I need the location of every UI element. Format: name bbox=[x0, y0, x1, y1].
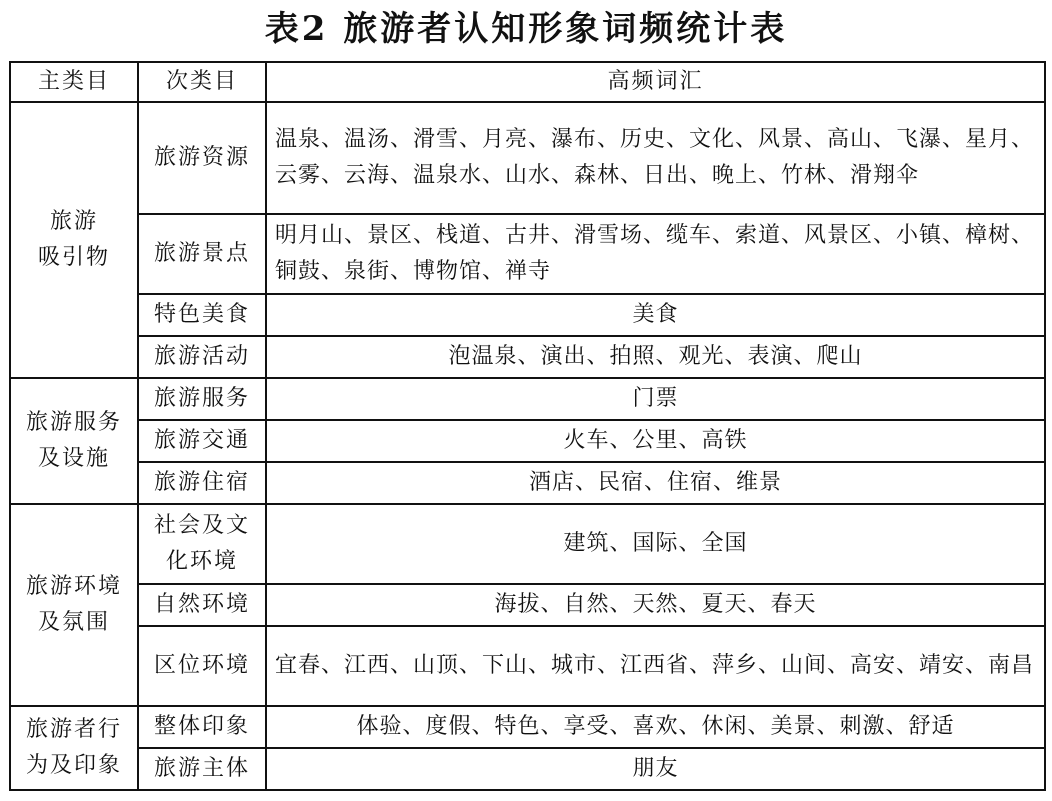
words-cell: 明月山、景区、栈道、古井、滑雪场、缆车、索道、风景区、小镇、樟树、铜鼓、泉街、博物馆、禅寺 bbox=[266, 214, 1045, 294]
table-row bbox=[10, 336, 1045, 378]
words-cell: 泡温泉、演出、拍照、观光、表演、爬山 bbox=[266, 336, 1045, 378]
word-frequency-table bbox=[9, 61, 1046, 791]
sub-category-cell: 旅游活动 bbox=[138, 336, 266, 378]
sub-category-cell: 旅游交通 bbox=[138, 420, 266, 462]
words-cell: 酒店、民宿、住宿、维景 bbox=[266, 462, 1045, 504]
words-cell: 美食 bbox=[266, 294, 1045, 336]
words-cell: 门票 bbox=[266, 378, 1045, 420]
table-row bbox=[10, 504, 1045, 584]
table-row bbox=[10, 706, 1045, 748]
words-cell: 温泉、温汤、滑雪、月亮、瀑布、历史、文化、风景、高山、飞瀑、星月、云雾、云海、温泉水、山水、森林、日出、晚上、竹林、滑翔伞 bbox=[266, 102, 1045, 214]
main-category-cell: 旅游者行 为及印象 bbox=[10, 706, 138, 790]
words-cell: 海拔、自然、天然、夏天、春天 bbox=[266, 584, 1045, 626]
sub-category-cell: 整体印象 bbox=[138, 706, 266, 748]
words-cell: 火车、公里、高铁 bbox=[266, 420, 1045, 462]
header-sub-category: 次类目 bbox=[138, 62, 266, 102]
table-row bbox=[10, 462, 1045, 504]
main-category-cell: 旅游 吸引物 bbox=[10, 102, 138, 378]
sub-category-cell: 旅游住宿 bbox=[138, 462, 266, 504]
main-category-cell: 旅游服务 及设施 bbox=[10, 378, 138, 504]
table-row bbox=[10, 748, 1045, 790]
sub-category-cell: 旅游景点 bbox=[138, 214, 266, 294]
sub-category-cell: 区位环境 bbox=[138, 626, 266, 706]
table-body bbox=[10, 102, 1045, 790]
words-cell: 体验、度假、特色、享受、喜欢、休闲、美景、刺激、舒适 bbox=[266, 706, 1045, 748]
table-row bbox=[10, 294, 1045, 336]
sub-category-cell: 自然环境 bbox=[138, 584, 266, 626]
header-main-category: 主类目 bbox=[10, 62, 138, 102]
words-cell: 宜春、江西、山顶、下山、城市、江西省、萍乡、山间、高安、靖安、南昌 bbox=[266, 626, 1045, 706]
header-high-frequency-words: 高频词汇 bbox=[266, 62, 1045, 102]
sub-category-cell: 旅游资源 bbox=[138, 102, 266, 214]
table-row bbox=[10, 214, 1045, 294]
main-category-cell: 旅游环境 及氛围 bbox=[10, 504, 138, 706]
words-cell: 朋友 bbox=[266, 748, 1045, 790]
table-row bbox=[10, 626, 1045, 706]
sub-category-cell: 旅游服务 bbox=[138, 378, 266, 420]
table-row bbox=[10, 584, 1045, 626]
table-title: 表2 旅游者认知形象词频统计表 bbox=[264, 9, 788, 49]
sub-category-cell: 特色美食 bbox=[138, 294, 266, 336]
sub-category-cell: 旅游主体 bbox=[138, 748, 266, 790]
table-row bbox=[10, 378, 1045, 420]
table-row bbox=[10, 420, 1045, 462]
sub-category-cell: 社会及文 化环境 bbox=[138, 504, 266, 584]
header-row bbox=[10, 62, 1045, 102]
table-row bbox=[10, 102, 1045, 214]
words-cell: 建筑、国际、全国 bbox=[266, 504, 1045, 584]
